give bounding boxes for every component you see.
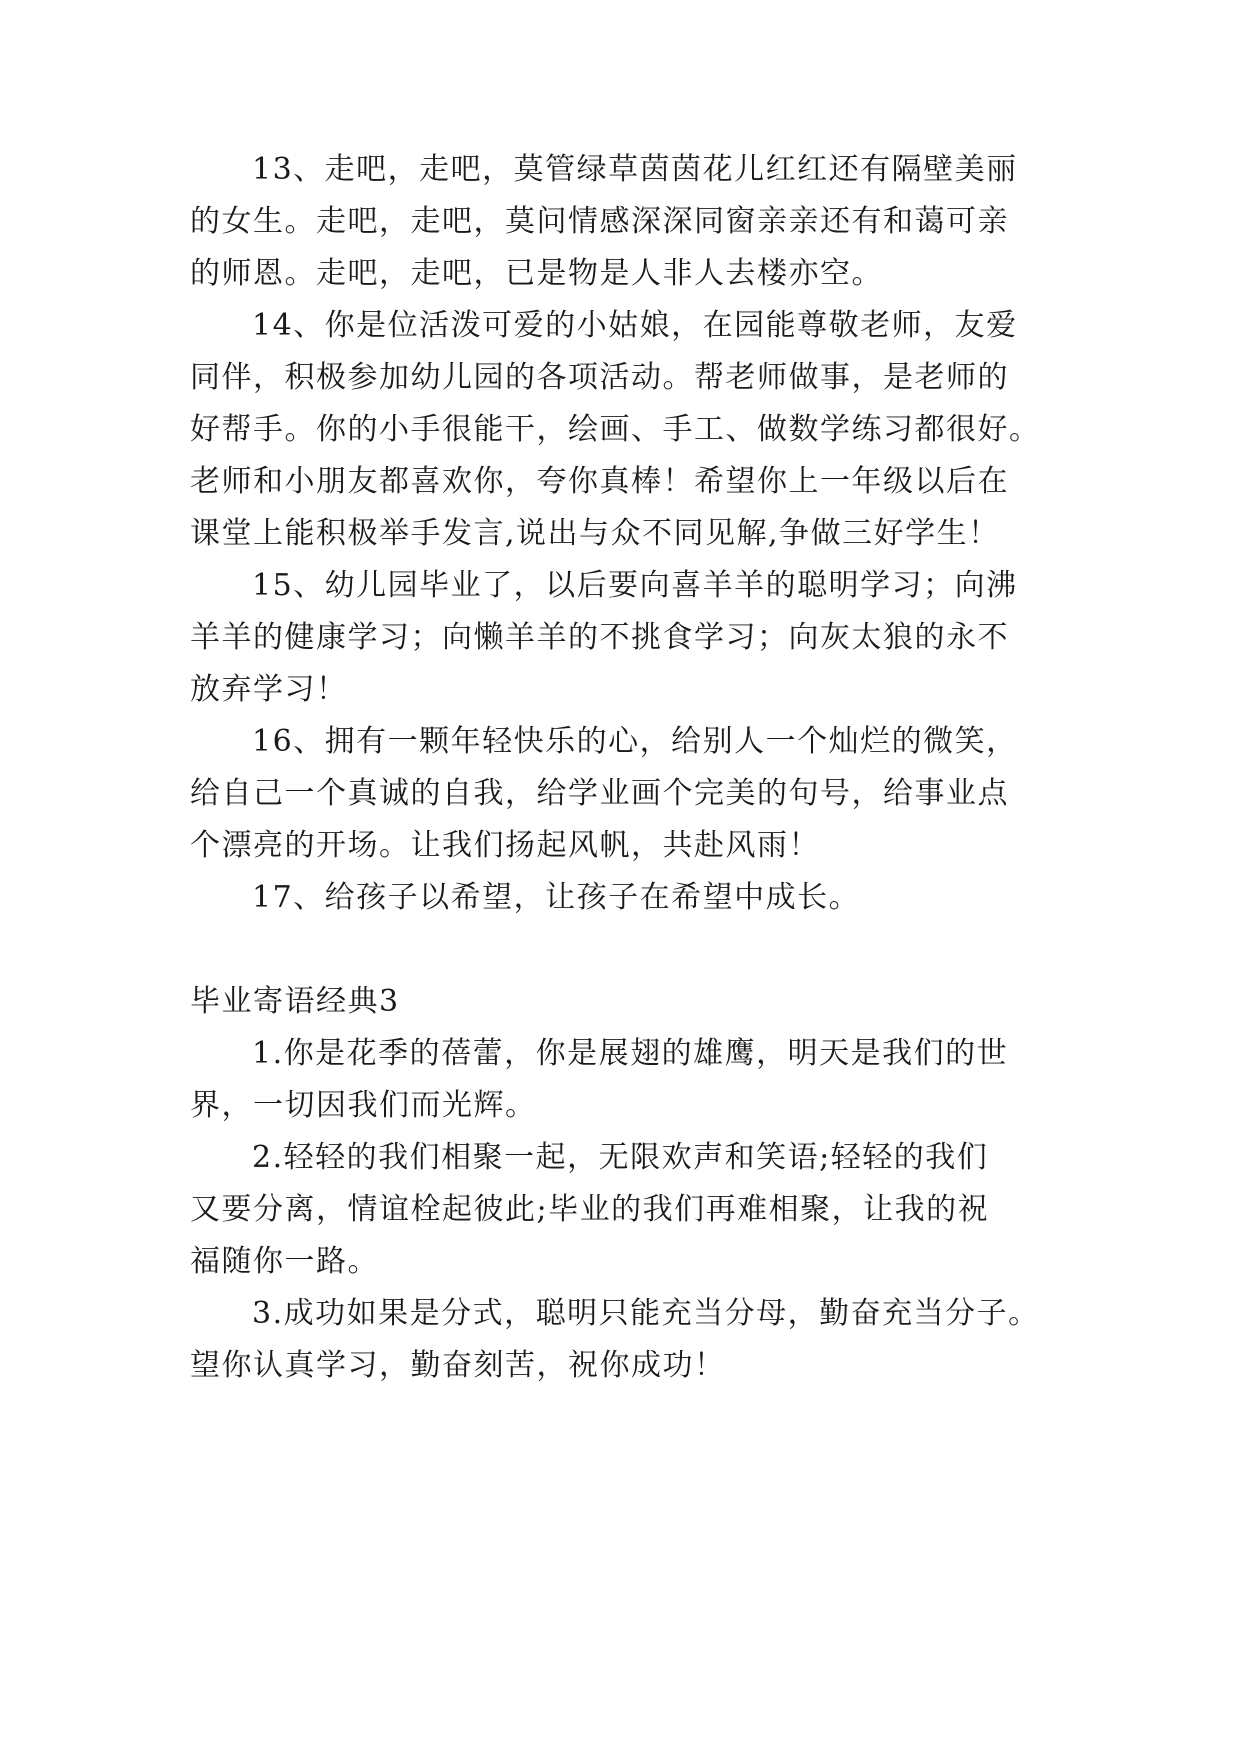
paragraph-14-line-2: 同伴，积极参加幼儿园的各项活动。帮老师做事，是老师的 (190, 360, 1009, 395)
paragraph-17-line-1: 17、给孩子以希望，让孩子在希望中成长。 (252, 880, 861, 915)
paragraph-14-line-4: 老师和小朋友都喜欢你，夸你真棒！希望你上一年级以后在 (190, 464, 1009, 499)
paragraph-16-line-1: 16、拥有一颗年轻快乐的心，给别人一个灿烂的微笑， (252, 724, 1018, 759)
paragraph-15-line-1: 15、幼儿园毕业了，以后要向喜羊羊的聪明学习；向沸 (252, 568, 1018, 603)
paragraph-16-line-3: 个漂亮的开场。让我们扬起风帆，共赴风雨！ (190, 828, 820, 863)
paragraph-13-line-3: 的师恩。走吧，走吧，已是物是人非人去楼亦空。 (190, 256, 883, 291)
paragraph-16-line-2: 给自己一个真诚的自我，给学业画个完美的句号，给事业点 (190, 776, 1009, 811)
paragraph-13-line-1: 13、走吧，走吧，莫管绿草茵茵花儿红红还有隔壁美丽 (252, 152, 1018, 187)
item-1-line-2: 界，一切因我们而光辉。 (190, 1088, 537, 1123)
item-1-line-1: 1.你是花季的蓓蕾，你是展翅的雄鹰，明天是我们的世 (252, 1036, 1009, 1071)
item-2-line-2: 又要分离，情谊栓起彼此;毕业的我们再难相聚，让我的祝 (190, 1192, 990, 1227)
item-3-line-2: 望你认真学习，勤奋刻苦，祝你成功！ (190, 1348, 726, 1383)
paragraph-15-line-2: 羊羊的健康学习；向懒羊羊的不挑食学习；向灰太狼的永不 (190, 620, 1009, 655)
paragraph-14-line-3: 好帮手。你的小手很能干，绘画、手工、做数学练习都很好。 (190, 412, 1041, 447)
paragraph-15-line-3: 放弃学习！ (190, 672, 348, 707)
paragraph-14-line-5: 课堂上能积极举手发言,说出与众不同见解,争做三好学生！ (190, 516, 1000, 551)
paragraph-14-line-1: 14、你是位活泼可爱的小姑娘，在园能尊敬老师，友爱 (252, 308, 1018, 343)
item-2-line-3: 福随你一路。 (190, 1244, 379, 1279)
paragraph-13-line-2: 的女生。走吧，走吧，莫问情感深深同窗亲亲还有和蔼可亲 (190, 204, 1009, 239)
section-heading: 毕业寄语经典3 (190, 984, 400, 1019)
item-2-line-1: 2.轻轻的我们相聚一起，无限欢声和笑语;轻轻的我们 (252, 1140, 989, 1175)
item-3-line-1: 3.成功如果是分式，聪明只能充当分母，勤奋充当分子。 (252, 1296, 1040, 1331)
